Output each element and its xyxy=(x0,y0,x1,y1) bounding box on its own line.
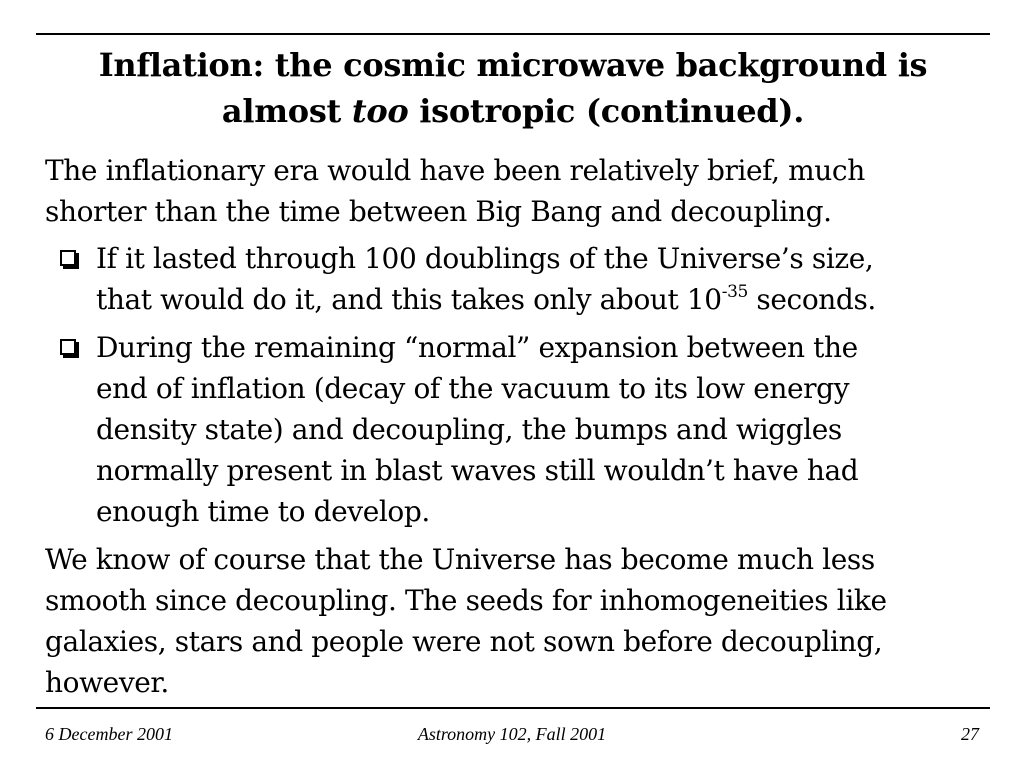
checkbox-icon xyxy=(60,250,76,266)
closing-line-1: We know of course that the Universe has become much less xyxy=(45,543,875,576)
bullet-item-doublings xyxy=(45,238,995,320)
footer-date: 6 December 2001 xyxy=(45,724,173,744)
bottom-rule xyxy=(36,707,990,709)
title-line-1: Inflation: the cosmic microwave background is xyxy=(98,46,928,84)
title-line-2-pre: almost xyxy=(221,92,352,130)
title-line-2 xyxy=(36,88,990,134)
closing-line-4: however. xyxy=(45,666,169,699)
intro-line-2: shorter than the time between Big Bang and decoupling. xyxy=(45,195,832,228)
bullet-item-normal-expansion xyxy=(45,327,995,532)
closing-line-3: galaxies, stars and people were not sown before decoupling, xyxy=(45,625,883,658)
footer-page-number: 27 xyxy=(961,724,979,744)
footer-course: Astronomy 102, Fall 2001 xyxy=(417,724,607,744)
top-rule xyxy=(36,33,990,35)
title-emphasis: too xyxy=(351,92,409,130)
bullet-2-line-5: enough time to develop. xyxy=(96,495,430,528)
bullet-2-line-4: normally present in blast waves still wouldn’t have had xyxy=(96,454,859,487)
bullet-1-line-2-post: seconds. xyxy=(747,283,876,316)
bullet-2-line-3: density state) and decoupling, the bumps and wiggles xyxy=(96,413,842,446)
bullet-1-line-1: If it lasted through 100 doublings of the Universe’s size, xyxy=(96,242,874,275)
intro-line-1: The inflationary era would have been relatively brief, much xyxy=(45,154,865,187)
intro-paragraph xyxy=(45,150,995,232)
bullet-2-line-1: During the remaining “normal” expansion between the xyxy=(96,331,858,364)
bullet-2-line-2: end of inflation (decay of the vacuum to its low energy xyxy=(96,372,850,405)
slide-title xyxy=(36,42,990,134)
closing-line-2: smooth since decoupling. The seeds for inhomogeneities like xyxy=(45,584,887,617)
checkbox-icon xyxy=(60,339,76,355)
bullet-1-line-2 xyxy=(96,279,995,320)
exponent: -35 xyxy=(721,282,748,302)
title-line-2-post: isotropic (continued). xyxy=(408,92,805,130)
bullet-1-line-2-pre: that would do it, and this takes only about 10 xyxy=(96,283,722,316)
closing-paragraph xyxy=(45,539,995,703)
slide-body xyxy=(45,150,995,703)
